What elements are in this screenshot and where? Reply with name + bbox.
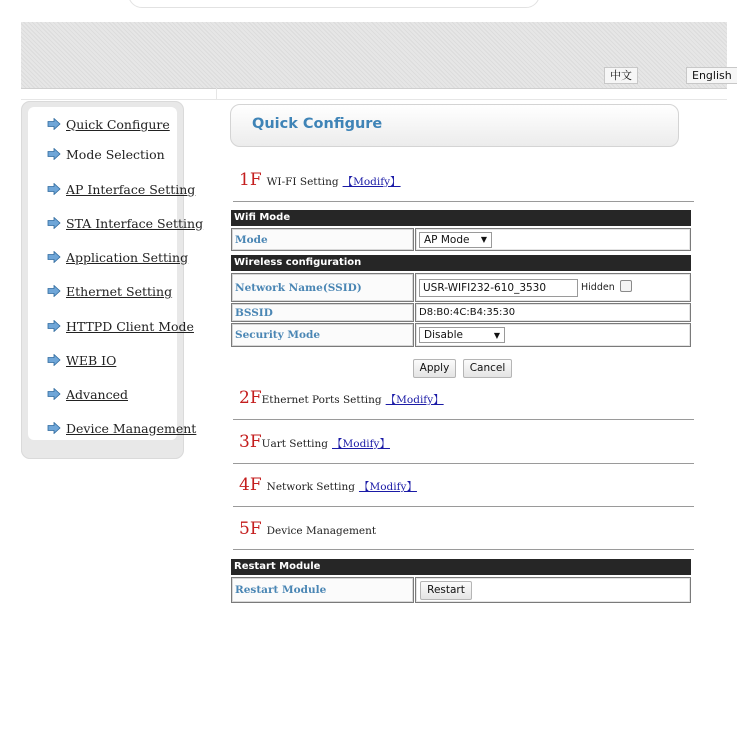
section-divider (233, 506, 694, 507)
restart-module-label: Restart Module (231, 577, 414, 603)
sidebar-item-label: HTTPD Client Mode (66, 318, 194, 334)
bssid-value: D8:B0:4C:B4:35:30 (415, 303, 691, 322)
sidebar-item-application[interactable] (47, 248, 188, 266)
section-divider (233, 549, 694, 550)
sidebar-item-web-io[interactable] (47, 351, 116, 369)
page-title: Quick Configure (252, 116, 383, 132)
page-title-box (230, 104, 679, 147)
sidebar-item-label: Device Management (66, 420, 197, 436)
sidebar-item-ap-interface[interactable] (47, 180, 195, 198)
arrow-right-icon (47, 422, 61, 434)
sidebar-item-mode-selection[interactable] (47, 145, 165, 163)
top-search-pill (128, 0, 540, 8)
security-mode-label: Security Mode (231, 323, 414, 347)
arrow-right-icon (47, 118, 61, 130)
sidebar-item-label: WEB IO (66, 352, 117, 368)
bssid-label: BSSID (231, 303, 414, 322)
floor-number: 1F (239, 170, 262, 190)
sidebar-item-label: Mode Selection (66, 146, 165, 162)
language-chinese-button[interactable]: 中文 (604, 67, 638, 84)
header-divider (21, 99, 727, 100)
cancel-button[interactable]: Cancel (463, 359, 512, 378)
arrow-right-icon (47, 183, 61, 195)
section-divider (233, 463, 694, 464)
restart-button[interactable]: Restart (420, 581, 472, 600)
ssid-input[interactable] (419, 279, 578, 297)
sidebar-item-httpd-client[interactable] (47, 317, 194, 335)
section-divider (233, 419, 694, 420)
floor-wifi-setting (239, 170, 401, 190)
security-mode-cell (415, 323, 691, 347)
security-mode-select[interactable] (419, 327, 505, 343)
floor-number: 5F (239, 519, 262, 539)
ssid-label: Network Name(SSID) (231, 273, 414, 302)
sidebar-item-sta-interface[interactable] (47, 214, 203, 232)
restart-module-cell (415, 577, 691, 603)
language-english-button[interactable]: English (686, 67, 737, 84)
arrow-right-icon (47, 217, 61, 229)
sidebar-item-label: Application Setting (66, 249, 189, 265)
arrow-right-icon (47, 320, 61, 332)
hidden-label: Hidden (581, 282, 615, 293)
mode-label: Mode (231, 228, 414, 251)
floor-network-setting (239, 475, 417, 495)
header-divider-tick (216, 88, 217, 99)
floor-number: 4F (239, 475, 262, 495)
restart-module-header: Restart Module (231, 559, 691, 575)
floor-device-management (239, 519, 376, 539)
mode-select-value: AP Mode (424, 233, 470, 246)
floor-ethernet-ports (239, 388, 444, 408)
arrow-right-icon (47, 148, 61, 160)
modify-wifi-link[interactable]: 【Modify】 (342, 176, 401, 188)
sidebar-item-device-management[interactable] (47, 419, 196, 437)
floor-number: 2F (239, 388, 262, 408)
sidebar-item-label: Advanced (66, 386, 128, 402)
floor-number: 3F (239, 432, 262, 452)
floor-label: Network Setting (266, 481, 355, 493)
floor-label: Uart Setting (261, 438, 328, 450)
dropdown-caret-icon: ▼ (480, 235, 487, 244)
sidebar-item-advanced[interactable] (47, 385, 128, 403)
arrow-right-icon (47, 285, 61, 297)
hidden-checkbox[interactable] (620, 280, 632, 292)
dropdown-caret-icon: ▼ (493, 330, 500, 340)
sidebar-item-label: Ethernet Setting (66, 283, 173, 299)
wireless-config-header: Wireless configuration (231, 255, 691, 271)
floor-uart-setting (239, 432, 390, 452)
floor-label: Ethernet Ports Setting (261, 394, 382, 406)
mode-cell (415, 228, 691, 251)
floor-label: WI-FI Setting (266, 176, 339, 188)
modify-network-link[interactable]: 【Modify】 (358, 481, 417, 493)
arrow-right-icon (47, 354, 61, 366)
mode-select[interactable] (419, 232, 492, 248)
modify-uart-link[interactable]: 【Modify】 (332, 438, 390, 450)
arrow-right-icon (47, 388, 61, 400)
sidebar-item-label: AP Interface Setting (66, 181, 196, 197)
security-mode-value: Disable (424, 329, 463, 341)
sidebar-panel (28, 107, 204, 440)
sidebar-item-ethernet[interactable] (47, 282, 172, 300)
floor-label: Device Management (266, 525, 377, 537)
ssid-cell (415, 273, 691, 302)
wifi-mode-header: Wifi Mode (231, 210, 691, 226)
modify-ethernet-link[interactable]: 【Modify】 (385, 394, 444, 406)
sidebar-item-label: Quick Configure (66, 116, 170, 132)
sidebar-item-label: STA Interface Setting (66, 215, 204, 231)
arrow-right-icon (47, 251, 61, 263)
section-divider (233, 201, 694, 202)
sidebar-item-quick-configure[interactable] (47, 115, 170, 133)
sidebar (21, 101, 204, 459)
apply-button[interactable]: Apply (413, 359, 456, 378)
